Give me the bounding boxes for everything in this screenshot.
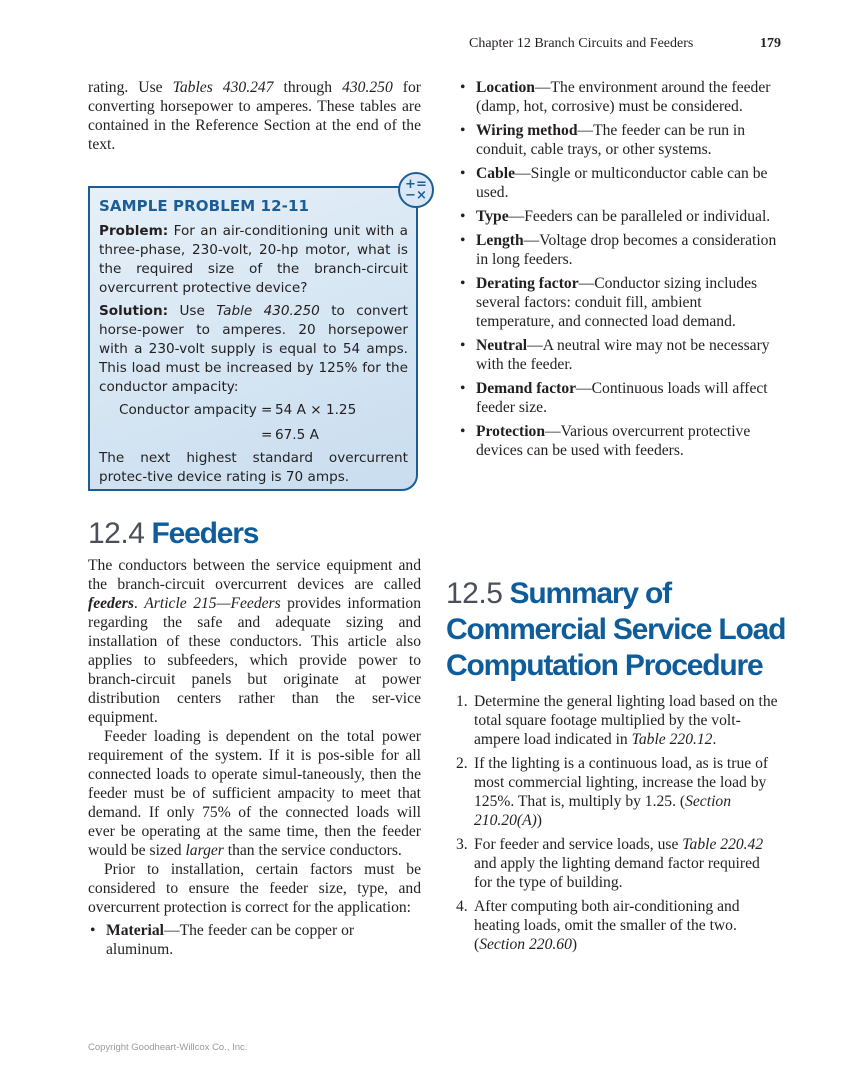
- list-item: • Derating factor—Conductor sizing includes several factors: conduit fill, ambient temperature, and connected load demand.: [458, 274, 783, 331]
- ampacity-equation: Conductor ampacity = 54 A × 1.25 = 67.5 A: [119, 402, 357, 443]
- section-heading: 12.5 Summary of Commercial Service Load Computation Procedure: [446, 577, 786, 682]
- feeders-paragraph-2: Feeder loading is dependent on the total power requirement of the system. If it is pos-sible for all connected loads to operate simul-taneously, then the feeder must be of sufficient ampacity to meet that demand. If only 75% of the connected loads will ever be operating at the same time, then the feeder would be sized larger than the service conductors.: [88, 728, 421, 859]
- solution-statement: Solution: Use Table 430.250 to convert horse-power to amperes. 20 horsepower with a 230-volt supply is equal to 54 amps. This load must be increased by 125% for the conductor ampacity:: [99, 303, 408, 395]
- copyright-footer: Copyright Goodheart-Willcox Co., Inc.: [88, 1042, 248, 1053]
- list-item: 1. Determine the general lighting load based on the total square footage multiplied by the volt-ampere load indicated in Table 220.12.: [456, 693, 778, 748]
- section-heading: 12.4 Feeders: [88, 517, 259, 550]
- section-12-4: [88, 516, 421, 964]
- list-item: • Cable—Single or multiconductor cable can be used.: [458, 164, 783, 202]
- page-number: 179: [760, 36, 781, 51]
- list-item: • Location—The environment around the feeder (damp, hot, corrosive) must be considered.: [458, 78, 783, 116]
- procedure-steps: [456, 692, 781, 954]
- table-reference: Tables 430.247: [172, 79, 274, 96]
- problem-conclusion: The next highest standard overcurrent protec-tive device rating is 70 amps.: [99, 450, 408, 485]
- left-column: [88, 78, 421, 154]
- list-item: • Protection—Various overcurrent protective devices can be used with feeders.: [458, 422, 783, 460]
- list-item: • Demand factor—Continuous loads will affect feeder size.: [458, 379, 783, 417]
- list-item: 3. For feeder and service loads, use Table 220.42 and apply the lighting demand factor required for the type of building.: [456, 836, 764, 891]
- problem-statement: Problem: For an air-conditioning unit with a three-phase, 230-volt, 20-hp motor, what is the required size of the branch-circuit overcurrent protective device?: [99, 223, 408, 296]
- list-item: • Wiring method—The feeder can be run in conduit, cable trays, or other systems.: [458, 121, 783, 159]
- factor-list: [88, 921, 421, 959]
- factor-list-continued: [458, 78, 783, 460]
- sample-problem-box: [88, 177, 427, 491]
- calculator-symbols-icon: + = − ×: [398, 172, 434, 208]
- list-item: • Type—Feeders can be paralleled or individual.: [458, 207, 783, 226]
- intro-paragraph: rating. Use Tables 430.247 through 430.250 for converting horsepower to amperes. These tables are contained in the Reference Section at the end of the text.: [88, 79, 421, 153]
- list-item: • Length—Voltage drop becomes a consideration in long feeders.: [458, 231, 783, 269]
- article-reference: Article 215—Feeders: [144, 595, 281, 612]
- sample-problem-title: SAMPLE PROBLEM 12-11: [99, 197, 310, 215]
- list-item: 2. If the lighting is a continuous load, as is true of most commercial lighting, increase the load by 125%. That is, multiply by 1.25. (Section 210.20(A)): [456, 755, 769, 829]
- feeders-paragraph-3: Prior to installation, certain factors must be considered to ensure the feeder size, type, and overcurrent protection is correct for the application:: [88, 861, 421, 916]
- list-item: 4. After computing both air-conditioning and heating loads, omit the smaller of the two. (Section 220.60): [456, 898, 740, 953]
- running-head: [469, 36, 781, 52]
- section-12-5: [446, 576, 786, 959]
- right-column: [458, 78, 783, 465]
- table-reference: 430.250: [342, 79, 393, 96]
- feeders-paragraph-1: The conductors between the service equipment and the branch-circuit overcurrent devices are called feeders. Article 215—Feeders provides information regarding the safe and adequate sizing and installation of these conductors. This article also applies to subfeeders, which provide power to branch-circuit panels but originate at power distribution centers rather than the ser-vice equipment.: [88, 557, 421, 726]
- chapter-title: Chapter 12 Branch Circuits and Feeders: [469, 36, 694, 51]
- list-item: • Material—The feeder can be copper or aluminum.: [88, 921, 421, 959]
- list-item: • Neutral—A neutral wire may not be necessary with the feeder.: [458, 336, 783, 374]
- defined-term: feeders: [88, 595, 134, 612]
